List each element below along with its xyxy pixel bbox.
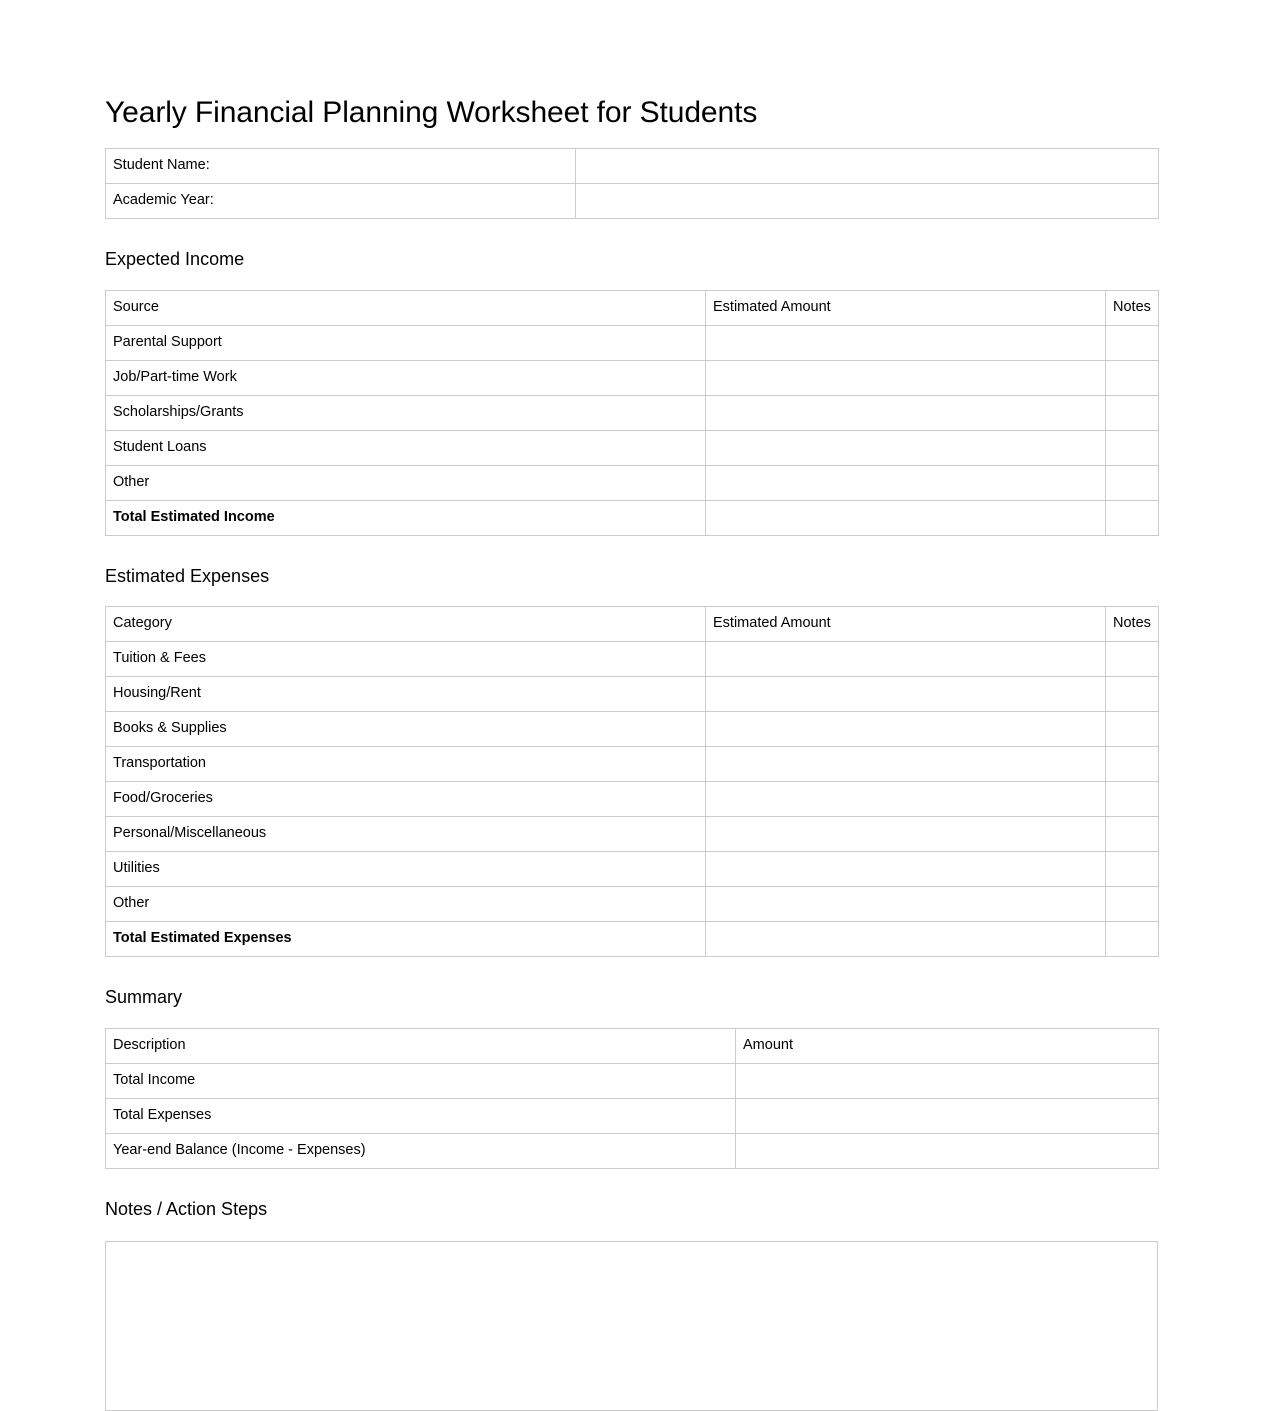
- column-header-notes: Notes: [1106, 290, 1159, 325]
- table-header-row: [106, 1028, 1159, 1063]
- table-row: [106, 149, 1159, 184]
- expense-category-label: Food/Groceries: [106, 782, 706, 817]
- expected-income-heading: Expected Income: [105, 249, 245, 269]
- income-amount-field[interactable]: [706, 325, 1106, 360]
- table-row: [106, 817, 1159, 852]
- income-notes-field[interactable]: [1106, 430, 1159, 465]
- income-amount-field[interactable]: [706, 465, 1106, 500]
- income-source-label: Job/Part-time Work: [106, 360, 706, 395]
- expense-notes-field[interactable]: [1106, 677, 1159, 712]
- expense-notes-field[interactable]: [1106, 782, 1159, 817]
- table-row: [106, 1063, 1159, 1098]
- total-estimated-income-notes-field[interactable]: [1106, 500, 1159, 535]
- student-name-field[interactable]: [576, 149, 1159, 184]
- expense-notes-field[interactable]: [1106, 747, 1159, 782]
- total-estimated-expenses-notes-field[interactable]: [1106, 922, 1159, 957]
- table-row: [106, 325, 1159, 360]
- table-row: [106, 677, 1159, 712]
- summary-description-label: Year-end Balance (Income - Expenses): [106, 1133, 736, 1168]
- expense-category-label: Personal/Miscellaneous: [106, 817, 706, 852]
- notes-action-steps-heading: Notes / Action Steps: [105, 1198, 268, 1219]
- table-total-row: [106, 500, 1159, 535]
- table-row: [106, 360, 1159, 395]
- expense-amount-field[interactable]: [706, 852, 1106, 887]
- expense-category-label: Other: [106, 887, 706, 922]
- table-row: [106, 430, 1159, 465]
- expense-amount-field[interactable]: [706, 712, 1106, 747]
- summary-amount-field[interactable]: [736, 1133, 1159, 1168]
- summary-amount-field[interactable]: [736, 1063, 1159, 1098]
- total-estimated-expenses-amount-field[interactable]: [706, 922, 1106, 957]
- academic-year-field[interactable]: [576, 184, 1159, 219]
- notes-action-steps-input[interactable]: [105, 1241, 1158, 1411]
- table-row: [106, 395, 1159, 430]
- income-amount-field[interactable]: [706, 395, 1106, 430]
- expense-notes-field[interactable]: [1106, 852, 1159, 887]
- income-notes-field[interactable]: [1106, 360, 1159, 395]
- table-row: [106, 1098, 1159, 1133]
- table-total-row: [106, 922, 1159, 957]
- income-source-label: Scholarships/Grants: [106, 395, 706, 430]
- table-header-row: [106, 607, 1159, 642]
- table-row: [106, 712, 1159, 747]
- table-row: [106, 852, 1159, 887]
- summary-heading: Summary: [105, 987, 183, 1008]
- income-source-label: Other: [106, 465, 706, 500]
- expense-amount-field[interactable]: [706, 782, 1106, 817]
- summary-description-label: Total Expenses: [106, 1098, 736, 1133]
- expense-amount-field[interactable]: [706, 747, 1106, 782]
- expense-notes-field[interactable]: [1106, 712, 1159, 747]
- expense-notes-field[interactable]: [1106, 817, 1159, 852]
- expense-amount-field[interactable]: [706, 887, 1106, 922]
- estimated-expenses-heading: Estimated Expenses: [105, 565, 270, 586]
- summary-description-label: Total Income: [106, 1063, 736, 1098]
- column-header-estimated-amount: Estimated Amount: [706, 290, 1106, 325]
- expense-category-label: Tuition & Fees: [106, 642, 706, 677]
- income-notes-field[interactable]: [1106, 325, 1159, 360]
- column-header-category: Category: [106, 607, 706, 642]
- income-source-label: Student Loans: [106, 430, 706, 465]
- expense-category-label: Utilities: [106, 852, 706, 887]
- table-row: [106, 887, 1159, 922]
- table-row: [106, 782, 1159, 817]
- column-header-notes: Notes: [1106, 607, 1159, 642]
- table-row: [106, 184, 1159, 219]
- total-estimated-expenses-label: Total Estimated Expenses: [106, 922, 706, 957]
- expense-amount-field[interactable]: [706, 677, 1106, 712]
- income-notes-field[interactable]: [1106, 395, 1159, 430]
- table-row: [106, 642, 1159, 677]
- student-name-label: Student Name:: [106, 149, 576, 184]
- column-header-estimated-amount: Estimated Amount: [706, 607, 1106, 642]
- table-header-row: [106, 290, 1159, 325]
- academic-year-label: Academic Year:: [106, 184, 576, 219]
- estimated-expenses-table: [105, 606, 1159, 957]
- table-row: [106, 747, 1159, 782]
- total-estimated-income-amount-field[interactable]: [706, 500, 1106, 535]
- table-row: [106, 465, 1159, 500]
- summary-table: [105, 1028, 1159, 1169]
- worksheet-content: [105, 0, 1158, 1411]
- column-header-description: Description: [106, 1028, 736, 1063]
- expense-category-label: Transportation: [106, 747, 706, 782]
- summary-amount-field[interactable]: [736, 1098, 1159, 1133]
- table-row: [106, 1133, 1159, 1168]
- expense-amount-field[interactable]: [706, 642, 1106, 677]
- student-info-table: [105, 148, 1159, 219]
- expense-notes-field[interactable]: [1106, 887, 1159, 922]
- expected-income-table: [105, 290, 1159, 536]
- income-notes-field[interactable]: [1106, 465, 1159, 500]
- expense-category-label: Books & Supplies: [106, 712, 706, 747]
- total-estimated-income-label: Total Estimated Income: [106, 500, 706, 535]
- expense-amount-field[interactable]: [706, 817, 1106, 852]
- expense-category-label: Housing/Rent: [106, 677, 706, 712]
- income-amount-field[interactable]: [706, 430, 1106, 465]
- income-amount-field[interactable]: [706, 360, 1106, 395]
- expense-notes-field[interactable]: [1106, 642, 1159, 677]
- column-header-amount: Amount: [736, 1028, 1159, 1063]
- income-source-label: Parental Support: [106, 325, 706, 360]
- column-header-source: Source: [106, 290, 706, 325]
- page-title: Yearly Financial Planning Worksheet for Students: [105, 96, 758, 129]
